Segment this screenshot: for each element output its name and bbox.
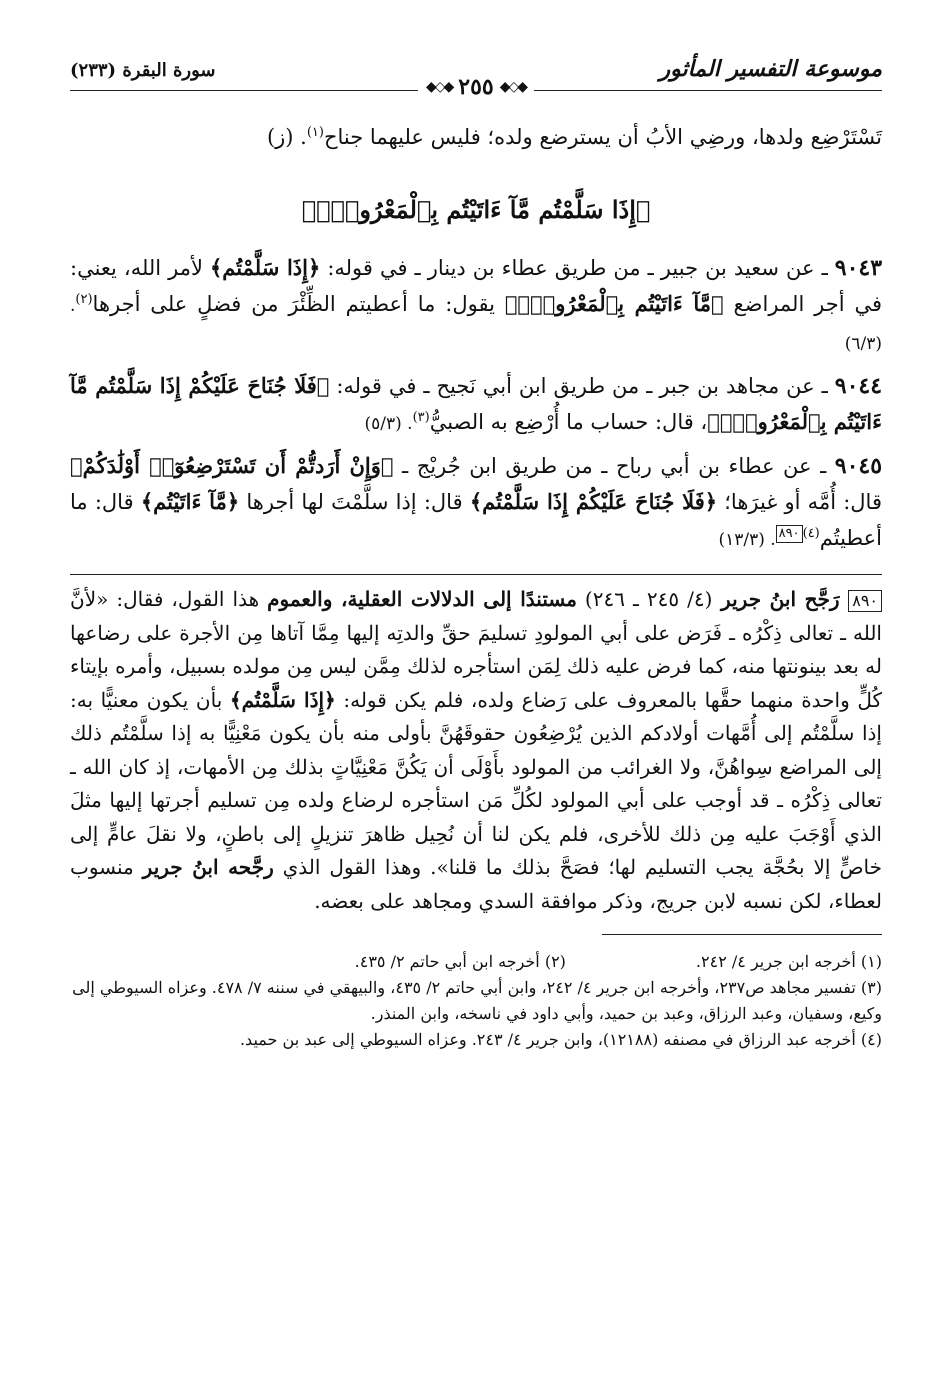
text-run: ـ عن عطاء بن أبي رباح ـ من طريق ابن جُريْج ـ xyxy=(393,454,835,478)
footnote-row xyxy=(70,949,882,975)
quran-quote: ﴿مَّآ ءَاتَيْتُم بِٱلْمَعْرُوفِۗ﴾ xyxy=(504,291,724,316)
ornament-icon: ◆◇◆ xyxy=(425,79,453,95)
continuation-tag: . (ز) xyxy=(266,125,307,149)
footnote-marker: (١) xyxy=(306,125,324,140)
commentary-box-number: ٨٩٠ xyxy=(848,590,882,612)
footnote-marker: (٢) xyxy=(75,292,93,307)
text-run: قال: أُمَّه أو غيرَها؛ xyxy=(717,490,882,514)
commentary-ref-box: ٨٩٠ xyxy=(776,525,803,543)
volume-reference: . (٦/٣) xyxy=(70,296,882,354)
footnote-marker: (٤) xyxy=(802,526,820,541)
continuation-body: تَسْتَرْضِع ولدها، ورضِي الأبُ أن يسترضع ولده؛ فليس عليهما جناح xyxy=(323,125,882,149)
book-page xyxy=(70,56,882,1053)
footnote-4: (٤) أخرجه عبد الرزاق في مصنفه (١٢١٨٨)، وابن جرير ٤/ ٢٤٣. وعزاه السيوطي إلى عبد بن حميد. xyxy=(239,1030,882,1049)
text-run: (٤/ ٢٤٥ ـ ٢٤٦) xyxy=(576,587,713,611)
footnotes xyxy=(70,949,882,1053)
text-run: بأن يكون معنيًّا به: إذا سلَّمْتُم إلى أُمَّهات أولادكم الذين يُرْضِعُون حقوقَهُنَّ بأولى منه بأن يكون مَعْنِيًّا به إذا سلَّمْتُم ذلك إلى المراضع سِواهُنَّ، ولا الغرائب من المولود بأَوْلَى أن يَكُنَّ مَعْنِيَّاتٍ بذلك مِن الأمهات، إذ كان الله ـ تعالى ذِكْرُه ـ قد أوجب على أبي المولود لكُلِّ مَن استأجره لرضاع ولده مِن تسليم أجرتها إليها مثلَ الذي أَوْجَبَ عليه مِن ذلك للأخرى، فلم يكن لنا أن نُحِيل ظاهرَ تنزيلٍ إلى باطنٍ، ولا نقلَ عامٍّ إلى خاصٍّ إلا بحُجَّة يجب التسليم لها؛ فصَحَّ بذلك ما قلنا». وهذا القول الذي xyxy=(70,687,882,879)
hadith-number: ٩٠٤٣ xyxy=(834,255,883,281)
text-run: منسوب لعطاء، لكن نسبه لابن جريج، وذكر موافقة السدي ومجاهد على بعضه. xyxy=(70,855,882,913)
text-run: قال: إذا سلَّمْتَ لها أجرها xyxy=(239,490,470,514)
hadith-entry xyxy=(70,448,882,558)
text-run: ـ عن سعيد بن جبير ـ من طريق عطاء بن دينار ـ في قوله: xyxy=(320,256,835,280)
footnote-separator xyxy=(602,934,882,935)
book-title: موسوعة التفسير المأثور xyxy=(659,56,882,82)
volume-reference: . (٥/٣) xyxy=(364,414,413,434)
text-run: لأمر الله، يعني: في أجر المراضع xyxy=(70,256,883,316)
continuation-text xyxy=(70,119,882,155)
hadith-number: ٩٠٤٤ xyxy=(834,373,883,399)
commentary-separator xyxy=(70,574,882,575)
quran-quote: ﴿وَإِنْ أَرَدتُّمْ أَن تَسْتَرْضِعُوٓا۟ أَوْلَٰدَكُمْ﴾ xyxy=(70,453,394,478)
bold-run: مستندًا إلى الدلالات العقلية، والعموم xyxy=(267,587,577,611)
bold-run: رَجَّح ابنُ جرير xyxy=(712,587,849,611)
footnote-1: (١) أخرجه ابن جرير ٤/ ٢٤٢. xyxy=(695,952,882,971)
text-run: هذا القول، فقال: «لأنَّ الله ـ تعالى ذِكْرُه ـ فَرَض على أبي المولودِ تسليمَ حقِّ والدتِه إليها مِمَّا آتاها مِن الأجرة على رضاعها له بعد بينونتها منه، كما فرض عليه ذلك لِمَن استأجره لذلك مِمَّن ليس مِن مولده بسبيل، وأمره بإيتاء كُلٍّ واحدة منهما حقَّها بالمعروف على رَضاع ولده، فلم يكن قوله: xyxy=(70,587,882,712)
hadith-list xyxy=(70,250,882,558)
page-header xyxy=(70,56,882,100)
hadith-entry xyxy=(70,368,882,442)
hadith-number: ٩٠٤٥ xyxy=(834,453,883,479)
text-run: يقول: ما أعطيتم الظِّئْرَ من فضلٍ على أجرها xyxy=(92,292,505,316)
footnote-3: (٣) تفسير مجاهد ص٢٣٧، وأخرجه ابن جرير ٤/ ٢٤٢، وابن أبي حاتم ٢/ ٤٣٥، والبيهقي في سننه ٧/ ٤٧٨. وعزاه السيوطي إلى وكيع، وسفيان، وعبد الرزاق، وعبد بن حميد، وأبي داود في ناسخه، وابن المنذر. xyxy=(72,978,882,1023)
text-run: قال: ما أعطيتُم xyxy=(70,490,882,550)
text-run: ، قال: حساب ما أُرْضِع به الصبيُّ xyxy=(429,410,708,434)
footnote-2: (٢) أخرجه ابن أبي حاتم ٢/ ٤٣٥. xyxy=(354,952,566,971)
volume-reference: . (١٣/٣) xyxy=(718,530,776,550)
footnote-marker: (٣) xyxy=(412,410,430,425)
quran-quote: ﴿فَلَا جُنَاحَ عَلَيْكُمْ إِذَا سَلَّمْتُم﴾ xyxy=(469,489,718,514)
surah-label: سورة البقرة (٢٣٣) xyxy=(70,60,216,81)
bold-run: ﴿إِذَا سَلَّمْتُم﴾ xyxy=(229,687,336,712)
text-run: ـ عن مجاهد بن جبر ـ من طريق ابن أبي نَجيح ـ في قوله: xyxy=(329,374,835,398)
hadith-entry xyxy=(70,250,882,362)
quran-quote: ﴿إِذَا سَلَّمْتُم﴾ xyxy=(210,255,321,280)
page-number-ornament xyxy=(418,74,534,100)
bold-run: رجَّحه ابنُ جرير xyxy=(142,855,274,879)
verse-heading: ﴿إِذَا سَلَّمْتُم مَّآ ءَاتَيْتُم بِٱلْمَعْرُوفِۗ﴾ xyxy=(301,195,651,224)
commentary-paragraph xyxy=(70,583,882,918)
ornament-icon: ◆◇◆ xyxy=(499,79,527,95)
page-number: ٢٥٥ xyxy=(458,74,494,100)
quran-quote: ﴿مَّآ ءَاتَيْتُم﴾ xyxy=(140,489,240,514)
quran-quote: ﴿فَلَا جُنَاحَ عَلَيْكُمْ إِذَا سَلَّمْتُم مَّآ ءَاتَيْتُم بِٱلْمَعْرُوفِۗ﴾ xyxy=(70,373,882,434)
